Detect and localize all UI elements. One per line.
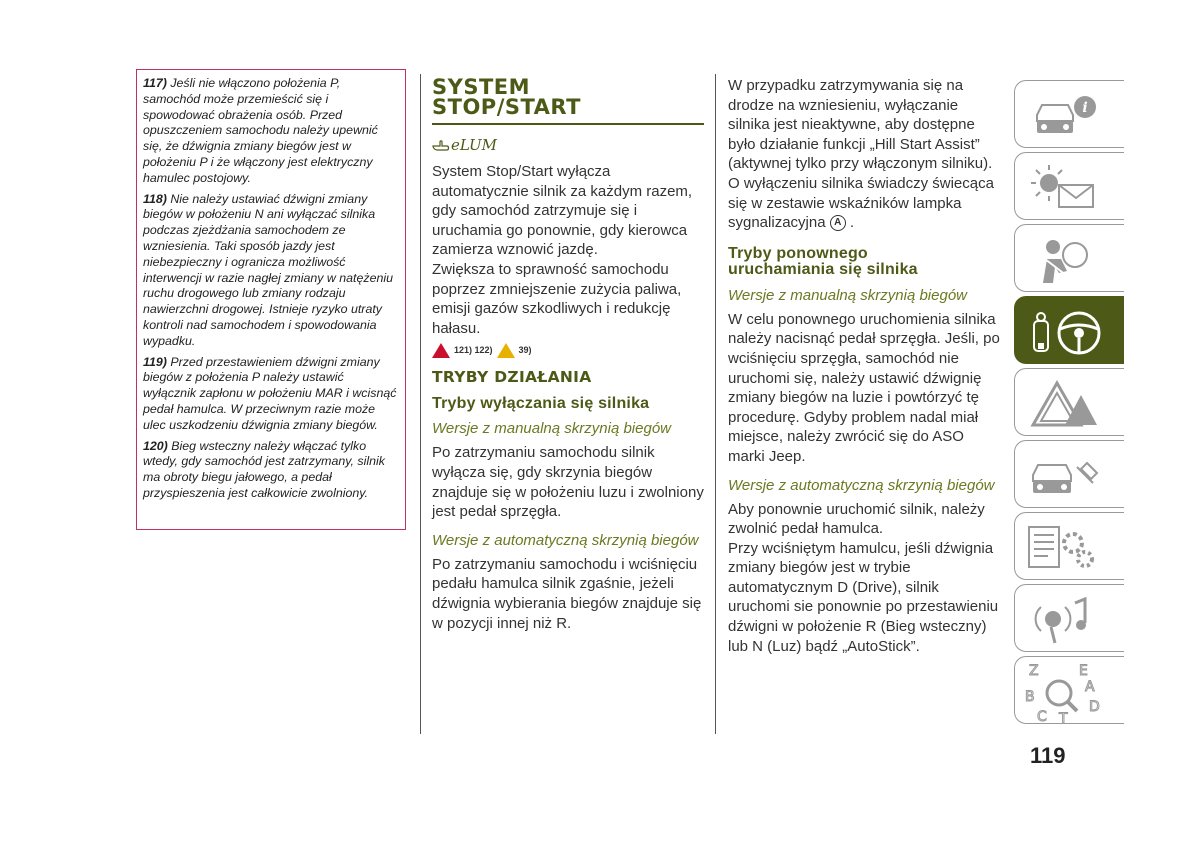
svg-text:i: i	[1082, 100, 1088, 116]
auto-shutdown-text: Po zatrzymaniu samochodu i wciśnięciu pedału hamulca silnik zgaśnie, jeżeli dźwignia wybierania biegów znajduje się w pozycji innej niż R.	[432, 555, 702, 632]
tab-emergency[interactable]	[1014, 368, 1124, 436]
column-divider-1	[420, 74, 421, 734]
car-info-icon	[1015, 81, 1125, 149]
elum-badge	[432, 135, 704, 155]
specs-gears-icon	[1015, 513, 1125, 581]
warning-refs: 121) 122)	[454, 345, 493, 356]
intro-paragraph: System Stop/Start wyłącza automatycznie silnik za każdym razem, gdy samochód zatrzymuje się i uruchamia go ponownie, gdy kierowca zamierza wznowić jazdę.	[432, 163, 693, 259]
manual-gearbox-label-2: Wersje z manualną skrzynią biegów	[728, 286, 967, 304]
key-steering-wheel-icon	[1015, 297, 1125, 365]
caution-refs: 39)	[518, 345, 532, 356]
page-number: 119	[1030, 743, 1066, 768]
warning-119: 119) Przed przestawieniem dźwigni zmiany biegów z położenia P należy ustawić wyłącznik zapłonu w położeniu MAR i wcisnąć pedał hamulca. W przeciwnym razie może ulec uszkodzeniu dźwignia zmiany biegów.	[143, 354, 397, 432]
svg-text:Z: Z	[1029, 663, 1039, 679]
warning-120: 120) Bieg wsteczny należy włączać tylko wtedy, gdy samochód jest zatrzymany, silnik ma obroty biegu jałowego, a pedał przyspieszenia jest całkowicie zwolniony.	[143, 438, 385, 500]
svg-text:E: E	[1079, 663, 1088, 679]
tab-starting-driving[interactable]	[1014, 296, 1124, 364]
hand-pointer-icon	[432, 137, 450, 153]
hill-start-paragraph: W przypadku zatrzymywania się na drodze na wzniesieniu, wyłączanie silnika jest nieaktywne, aby dostępne było działanie funkcji „Hill Start Assist” (aktywnej tylko przy włączonym silniku). O wyłączeniu silnika świadczy świecąca się w zestawie wskaźników lampka sygnalizacyjna A .	[728, 77, 994, 232]
auto-restart-text-1: Aby ponownie uruchomić silnik, należy zwolnić pedał hamulca.	[728, 500, 985, 538]
auto-gearbox-label: Wersje z automatyczną skrzynią biegów	[432, 531, 699, 549]
airbag-person-icon	[1015, 225, 1125, 293]
warning-triangle-icon	[1015, 369, 1125, 437]
tab-lights-messages[interactable]	[1014, 152, 1124, 220]
manual-shutdown-text: Po zatrzymaniu samochodu silnik wyłącza się, gdy skrzynia biegów znajduje się w położeniu luzu i zwolniony jest pedał sprzęgła.	[432, 444, 704, 521]
tab-service[interactable]	[1014, 440, 1124, 508]
column-divider-2	[715, 74, 716, 734]
tab-safety[interactable]	[1014, 224, 1124, 292]
danger-warning-icon	[432, 343, 450, 358]
reference-row	[432, 341, 704, 359]
stop-start-lamp-icon: A	[830, 215, 846, 231]
svg-text:D: D	[1089, 699, 1100, 715]
tab-index[interactable]	[1014, 656, 1124, 724]
section-title: SYSTEM STOP/START	[432, 75, 581, 119]
multimedia-icon	[1015, 585, 1125, 653]
svg-text:A: A	[1085, 679, 1095, 695]
svg-text:B: B	[1025, 689, 1035, 705]
warning-118: 118) Nie należy ustawiać dźwigni zmiany biegów w położeniu N ani wyłączać silnika podczas zjeżdżania samochodem ze wzniesienia. Taki sposób jazdy jest niebezpieczny i ogranicza możliwość interwencji w razie nagłej zmiany w natężeniu ruchu drogowego lub zmiany rodzaju nawierzchni drogowej. Istnieje ryzyko utraty kontroli nad samochodem i spowodowania wypadku.	[143, 191, 393, 348]
shutdown-heading: Tryby wyłączania się silnika	[432, 395, 650, 413]
auto-restart-text-2: Przy wciśniętym hamulcu, jeśli dźwignia zmiany biegów jest w trybie automatycznym D (Drive), silnik uruchomi sie ponownie po przestawieniu dźwigni w położenie R (Bieg wsteczny) lub N (Luz) bądź „AutoStick”.	[728, 539, 999, 655]
column-3	[728, 76, 1000, 656]
svg-text:C: C	[1037, 709, 1047, 725]
restart-heading: Tryby ponownego uruchamiania się silnika	[728, 244, 918, 278]
tab-car-info[interactable]	[1014, 80, 1124, 148]
car-service-icon	[1015, 441, 1125, 509]
tab-multimedia[interactable]	[1014, 584, 1124, 652]
manual-restart-text: W celu ponownego uruchomienia silnika należy nacisnąć pedał sprzęgła. Jeśli, po wciśnięciu sprzęgła, samochód nie uruchomi się, należy ustawić dźwignię zmiany biegów na luzie i powtórzyć tę procedurę. Gdyby problem nadal miał miejsce, należy zwrócić się do ASO marki Jeep.	[728, 310, 1000, 465]
caution-icon	[497, 343, 515, 358]
lights-message-icon	[1015, 153, 1125, 221]
modes-heading: TRYBY DZIAŁANIA	[432, 368, 592, 387]
auto-gearbox-label-2: Wersje z automatyczną skrzynią biegów	[728, 476, 995, 494]
column-2	[432, 77, 704, 633]
elum-label: eLUM	[451, 136, 498, 154]
warnings-box	[136, 69, 406, 530]
svg-text:T: T	[1059, 711, 1068, 725]
intro-paragraph-2: Zwiększa to sprawność samochodu poprzez zmniejszenie zużycia paliwa, emisji gazów szkodliwych i redukcję hałasu.	[432, 260, 682, 337]
warning-117: 117) Jeśli nie włączono położenia P, samochód może przemieścić się i spowodować obrażenia osób. Przed opuszczeniem samochodu należy upewnić się, że dźwignia zmiany biegów jest w położeniu P i że włączony jest elektryczny hamulec postojowy.	[143, 76, 378, 185]
tab-specifications[interactable]	[1014, 512, 1124, 580]
manual-gearbox-label: Wersje z manualną skrzynią biegów	[432, 420, 671, 438]
title-rule	[432, 123, 704, 125]
alphabetical-index-icon	[1015, 657, 1125, 725]
